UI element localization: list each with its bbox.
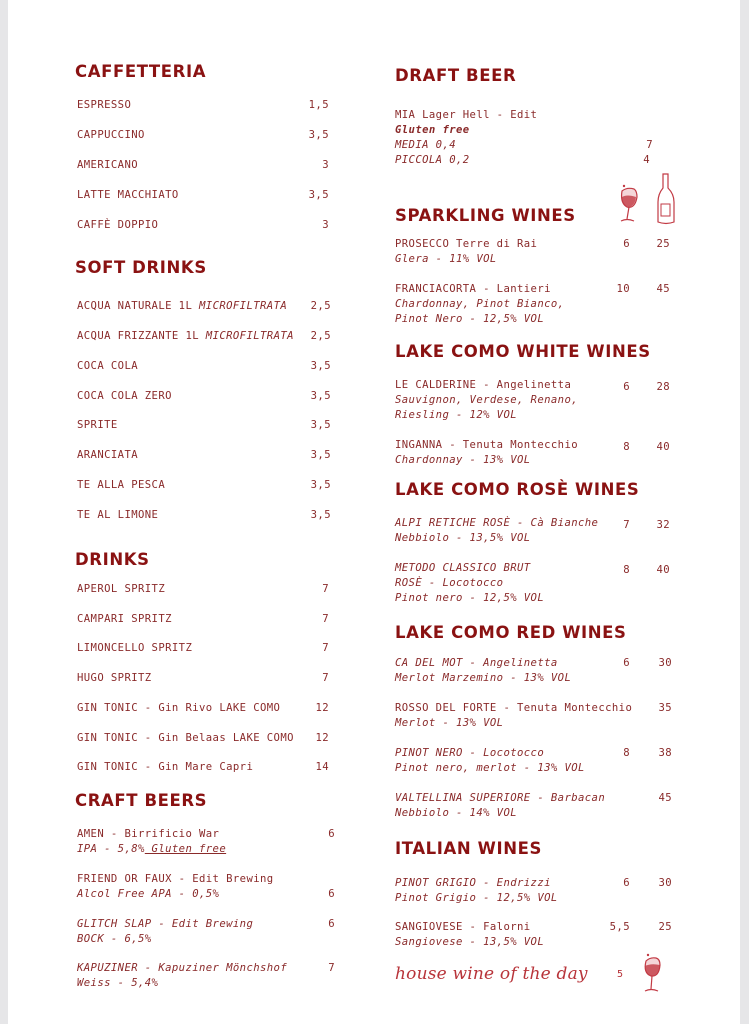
item-price: 7 [328,962,335,974]
item-name: APEROL SPRITZ [77,583,166,595]
item-price: 12 [315,732,329,744]
item-name: GIN TONIC - Gin Rivo LAKE COMO [77,702,281,714]
item-name: FRANCIACORTA - Lantieri [395,283,551,295]
section-title-soft-drinks: SOFT DRINKS [75,258,207,277]
section-title-sparkling-wines: SPARKLING WINES [395,206,576,225]
item-name: CAPPUCCINO [77,129,145,141]
item-price: 7 [322,642,329,654]
section-title-drinks: DRINKS [75,550,150,569]
wine-item [395,438,685,468]
item-price: 4 [643,154,650,166]
menu-item [77,917,335,947]
item-name: TE AL LIMONE [77,509,159,521]
wine-item [395,746,685,776]
wine-item [395,237,685,267]
wine-glass-icon [639,953,665,995]
item-price: 7 [322,672,329,684]
item-name: CAFFÈ DOPPIO [77,219,159,231]
item-price: 3,5 [310,419,331,431]
item-name: LATTE MACCHIATO [77,189,179,201]
gluten-free-note: Gluten free [395,124,470,136]
bottle-price: 25 [656,238,670,250]
glass-price: 5,5 [609,921,630,933]
item-name: LIMONCELLO SPRITZ [77,642,193,654]
section-title-caffetteria: CAFFETTERIA [75,62,207,81]
item-name: MIA Lager Hell - Edit [395,109,538,121]
section-title-white-wines: LAKE COMO WHITE WINES [395,342,651,361]
section-title-draft-beer: DRAFT BEER [395,66,517,85]
house-wine-label: house wine of the day [395,964,588,984]
item-detail: Weiss - 5,4% [77,977,159,989]
item-name: LE CALDERINE - Angelinetta [395,379,572,391]
item-price: 14 [315,761,329,773]
item-name: KAPUZINER - Kapuziner Mönchshof [77,962,288,974]
item-name: SANGIOVESE - Falorni [395,921,531,933]
item-price: 3 [322,219,329,231]
glass-price: 8 [623,747,630,759]
section-title-rose-wines: LAKE COMO ROSÈ WINES [395,480,640,499]
item-name: METODO CLASSICO BRUT [395,562,531,574]
wine-item [395,561,685,606]
wine-bottle-icon [655,172,677,226]
bottle-price: 30 [658,877,672,889]
bottle-price: 40 [656,441,670,453]
item-detail: Nebbiolo - 14% VOL [395,807,518,819]
item-name: PINOT GRIGIO - Endrizzi [395,877,551,889]
wine-item [395,378,685,423]
item-detail: Merlot Marzemino - 13% VOL [395,672,572,684]
bottle-price: 40 [656,564,670,576]
item-detail: Riesling - 12% VOL [395,409,518,421]
item-detail: BOCK - 6,5% [77,933,152,945]
wine-item [395,791,685,821]
glass-price: 8 [623,441,630,453]
glass-price: 10 [616,283,630,295]
item-price: 6 [328,828,335,840]
item-price: 3,5 [310,360,331,372]
wine-item [395,701,685,731]
item-name: ALPI RETICHE ROSÈ - Cà Bianche [395,517,599,529]
wine-item [395,876,685,906]
item-detail: Merlot - 13% VOL [395,717,504,729]
size-name: PICCOLA 0,2 [395,154,470,166]
bottle-price: 45 [658,792,672,804]
item-price: 3,5 [310,449,331,461]
item-name: PROSECCO Terre di Rai [395,238,538,250]
item-name: GIN TONIC - Gin Belaas LAKE COMO [77,732,294,744]
menu-item [77,827,335,857]
menu-item [77,872,335,902]
item-price: 3,5 [310,390,331,402]
item-detail: Alcol Free APA - 0,5% [77,888,220,900]
item-price: 7 [322,613,329,625]
item-name [77,329,294,344]
menu-page [8,0,740,1024]
item-name: HUGO SPRITZ [77,672,152,684]
glass-price: 8 [623,564,630,576]
item-name: CAMPARI SPRITZ [77,613,172,625]
item-detail: Chardonnay - 13% VOL [395,454,531,466]
item-price: 2,5 [310,300,331,312]
item-price: 1,5 [308,99,329,111]
item-name [77,299,287,314]
item-detail: Nebbiolo - 13,5% VOL [395,532,531,544]
menu-item [77,961,335,991]
item-name: AMERICANO [77,159,139,171]
item-detail: Pinot Grigio - 12,5% VOL [395,892,558,904]
glass-price: 6 [623,877,630,889]
bottle-price: 25 [658,921,672,933]
bottle-price: 35 [658,702,672,714]
item-name: PINOT NERO - Locotocco [395,747,545,759]
item-name: ARANCIATA [77,449,139,461]
item-detail: IPA - 5,8% [77,843,145,855]
item-price: 6 [328,918,335,930]
item-name-main: ACQUA NATURALE 1L [77,300,200,312]
section-title-red-wines: LAKE COMO RED WINES [395,623,627,642]
item-price: 2,5 [310,330,331,342]
item-price: 3,5 [310,509,331,521]
item-name: ESPRESSO [77,99,132,111]
item-name-main: ACQUA FRIZZANTE 1L [77,330,206,342]
section-title-craft-beers: CRAFT BEERS [75,791,208,810]
item-name: COCA COLA ZERO [77,390,172,402]
wine-glass-icon [617,183,643,227]
item-name-italic: MICROFILTRATA [205,330,294,342]
item-price: 6 [328,888,335,900]
item-detail: Sangiovese - 13,5% VOL [395,936,545,948]
item-detail: Sauvignon, Verdese, Renano, [395,394,579,406]
item-detail: Pinot Nero - 12,5% VOL [395,313,545,325]
bottle-price: 38 [658,747,672,759]
item-detail: ROSÈ - Locotocco [395,577,504,589]
item-price: 7 [646,139,653,151]
gluten-free-note: Gluten free [144,843,227,855]
wine-item [395,282,685,327]
item-detail: Pinot nero - 12,5% VOL [395,592,545,604]
glass-price: 6 [623,238,630,250]
item-name: INGANNA - Tenuta Montecchio [395,439,579,451]
item-price: 3,5 [308,189,329,201]
item-name: AMEN - Birrificio War [77,828,220,840]
item-detail: Pinot nero, merlot - 13% VOL [395,762,585,774]
item-name-italic: MICROFILTRATA [199,300,288,312]
item-name: COCA COLA [77,360,139,372]
item-detail: Chardonnay, Pinot Bianco, [395,298,565,310]
item-name: GIN TONIC - Gin Mare Capri [77,761,254,773]
item-name: ROSSO DEL FORTE - Tenuta Montecchio [395,702,633,714]
item-price: 3 [322,159,329,171]
item-price: 3,5 [308,129,329,141]
item-name: GLITCH SLAP - Edit Brewing [77,918,254,930]
wine-item [395,920,685,950]
section-title-italian-wines: ITALIAN WINES [395,839,542,858]
wine-item [395,656,685,686]
draft-beer-item [395,108,685,168]
item-name: CA DEL MOT - Angelinetta [395,657,558,669]
item-name: VALTELLINA SUPERIORE - Barbacan [395,792,606,804]
bottle-price: 45 [656,283,670,295]
glass-price: 6 [623,381,630,393]
item-price: 3,5 [310,479,331,491]
item-name: SPRITE [77,419,118,431]
item-price: 7 [322,583,329,595]
wine-item [395,516,685,546]
size-name: MEDIA 0,4 [395,139,457,151]
bottle-price: 32 [656,519,670,531]
glass-price: 7 [623,519,630,531]
house-wine-price: 5 [617,969,624,980]
item-detail: Glera - 11% VOL [395,253,497,265]
bottle-price: 30 [658,657,672,669]
item-name: FRIEND OR FAUX - Edit Brewing [77,873,274,885]
glass-price: 6 [623,657,630,669]
bottle-price: 28 [656,381,670,393]
item-price: 12 [315,702,329,714]
item-name: TE ALLA PESCA [77,479,166,491]
